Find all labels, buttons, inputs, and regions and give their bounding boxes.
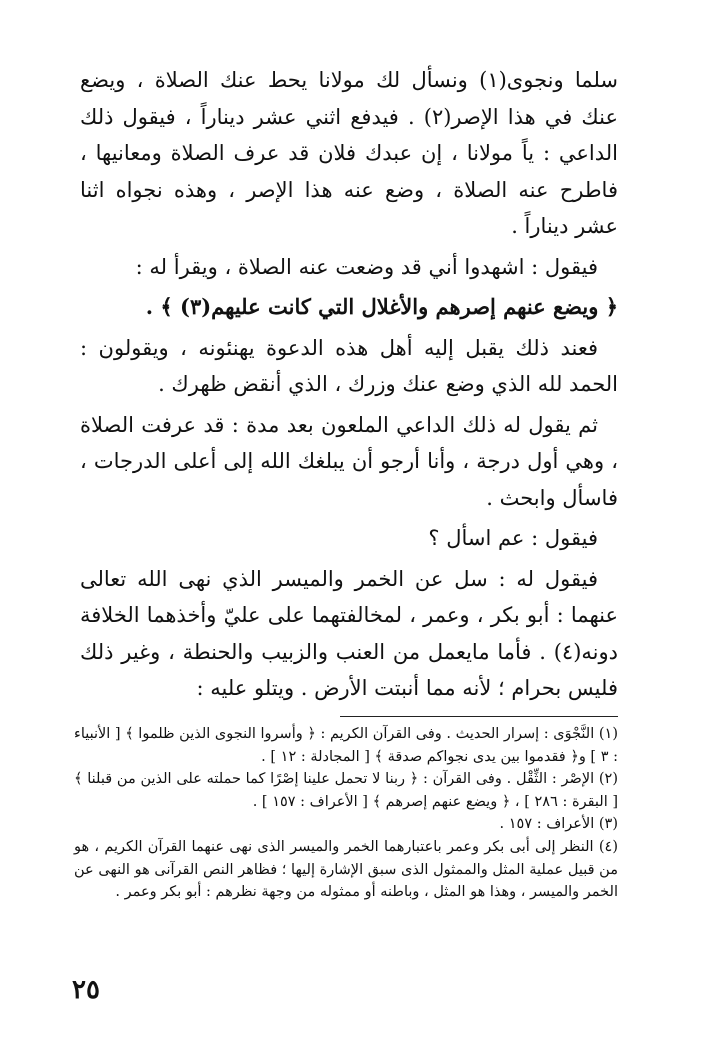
paragraph-5: فيقول : عم اسأل ؟ <box>428 526 598 550</box>
quran-verse: ﴿ ويضع عنهم إصرهم والأغلال التي كانت عليهم(٣) ﴾ . <box>145 294 618 319</box>
main-text <box>80 62 618 707</box>
paragraph-3: فعند ذلك يقبل إليه أهل هذه الدعوة يهنئونه ، ويقولون : الحمد لله الذي وضع عنك وزرك ، الذي أنقض ظهرك . <box>80 335 618 396</box>
paragraph-6: فيقول له : سل عن الخمر والميسر الذي نهى الله تعالى عنهما : أبو بكر ، وعمر ، لمخالفتهما على عليّ وأخذهما الخلافة دونه(٤) . فأما مايعمل من العنب والزبيب والحنطة ، وغير ذلك فليس بحرام ؛ لأنه مما أنبتت الأرض . ويتلو عليه : <box>80 566 618 700</box>
page-number: ٢٥ <box>72 975 100 1005</box>
footnotes <box>74 723 618 904</box>
paragraph-2-intro: فيقول : اشهدوا أني قد وضعت عنه الصلاة ، ويقرأ له : <box>135 254 598 279</box>
paragraph-1: سلما ونجوى(١) ونسأل لك مولانا يحط عنك الصلاة ، ويضع عنك في هذا الإصر(٢) . فيدفع اثني عشر ديناراً ، فيقول ذلك الداعي : ياً مولانا ، إن عبدك فلان قد عرف الصلاة ومعانيها ، فاطرح عنه الصلاة ، وضع عنه هذا الإصر ، وهذه نجواه اثنا عشر ديناراً . <box>80 68 618 238</box>
footnote-separator <box>340 716 618 717</box>
footnote-3: (٣) الأعراف : ١٥٧ . <box>499 816 618 833</box>
footnote-4: (٤) النظر إلى أبى بكر وعمر باعتبارهما الخمر والميسر الذى نهى عنهما القرآن الكريم ، هو من قبيل عملية المثل والممثول الذى سبق الإشارة إليها ؛ فظاهر النص القرآنى هو النهى عن الخمر والميسر ، وهذا هو المثل ، وباطنه أو ممثوله من وجهة نظرهم : أبو بكر وعمر . <box>74 838 618 901</box>
footnote-2: (٢) الإصْر : الثِّقْل . وفى القرآن : ﴿ ربنا لا تحمل علينا إصْرًا كما حملته على الذين من قبلنا ﴾ [ البقرة : ٢٨٦ ] ، ﴿ ويضع عنهم إصرهم ﴾ [ الأعراف : ١٥٧ ] . <box>74 771 618 810</box>
footnote-1: (١) النَّجْوَى : إسرار الحديث . وفى القرآن الكريم : ﴿ وأسروا النجوى الذين ظلموا ﴾ [ الأنبياء : ٣ ] و﴿ فقدموا بين يدى نجواكم صدقة ﴾ [ المجادلة : ١٢ ] . <box>74 726 618 765</box>
paragraph-4: ثم يقول له ذلك الداعي الملعون بعد مدة : قد عرفت الصلاة ، وهي أول درجة ، وأنا أرجو أن يبلغك الله إلى أعلى الدرجات ، فاسأل وابحث . <box>80 412 618 510</box>
